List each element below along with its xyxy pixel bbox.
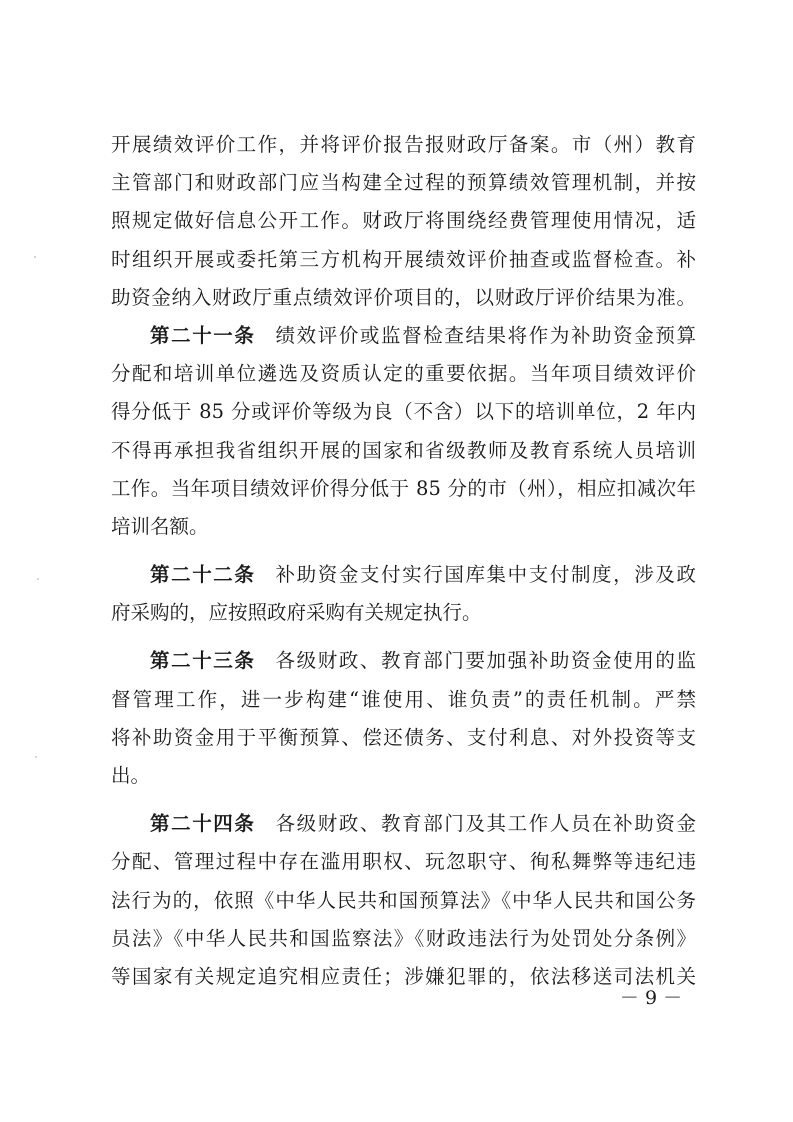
text-line: 府采购的，应按照政府采购有关规定执行。 (111, 601, 482, 625)
article-heading: 第二十二条 (150, 563, 256, 587)
article-21 (111, 317, 696, 546)
text-line: 法行为的，依照《中华人民共和国预算法》《中华人民共和国公务 (111, 888, 696, 912)
article-heading: 第二十一条 (150, 323, 256, 347)
text-line: 主管部门和财政部门应当构建全过程的预算绩效管理机制，并按 (111, 171, 696, 195)
article-23 (111, 642, 696, 795)
article-22 (111, 556, 696, 632)
text-line: 得分低于 85 分或评价等级为良（不含）以下的培训单位，2 年内 (111, 400, 696, 424)
text-line: 不得再承担我省组织开展的国家和省级教师及教育系统人员培训 (111, 438, 696, 462)
article-24 (111, 805, 696, 996)
text-line: 工作。当年项目绩效评价得分低于 85 分的市（州），相应扣减次年 (111, 476, 696, 500)
paragraph-gap (111, 795, 696, 805)
text-line: 督管理工作，进一步构建“谁使用、谁负责”的责任机制。严禁 (111, 687, 696, 711)
body-text (111, 126, 696, 996)
text-segment: 各级财政、教育部门及其工作人员在补助资金 (275, 812, 696, 836)
text-line: 将补助资金用于平衡预算、偿还债务、支付利息、对外投资等支 (111, 725, 696, 749)
scan-speck (37, 578, 39, 580)
scan-speck (35, 756, 37, 758)
text-line: 时组织开展或委托第三方机构开展绩效评价抽查或监督检查。补 (111, 247, 696, 271)
article-first-line (111, 556, 696, 594)
text-line: 开展绩效评价工作，并将评价报告报财政厅备案。市（州）教育 (111, 133, 696, 156)
text-line: 照规定做好信息公开工作。财政厅将围绕经费管理使用情况，适 (111, 209, 696, 233)
text-line: 分配和培训单位遴选及资质认定的重要依据。当年项目绩效评价 (111, 362, 696, 386)
scan-speck (34, 256, 36, 258)
text-line: 等国家有关规定追究相应责任；涉嫌犯罪的，依法移送司法机关 (111, 964, 696, 988)
text-line: 出。 (111, 764, 151, 787)
text-segment: 各级财政、教育部门要加强补助资金使用的监 (275, 649, 696, 673)
text-line: 员法》《中华人民共和国监察法》《财政违法行为处罚处分条例》 (111, 926, 696, 950)
paragraph-continuation (111, 126, 696, 317)
paragraph-gap (111, 632, 696, 642)
text-segment: 绩效评价或监督检查结果将作为补助资金预算 (275, 323, 696, 347)
article-heading: 第二十三条 (150, 649, 256, 673)
article-first-line (111, 317, 696, 355)
paragraph-gap (111, 546, 696, 556)
text-line: 培训名额。 (111, 514, 209, 538)
article-first-line (111, 805, 696, 843)
article-first-line (111, 642, 696, 680)
text-line: 助资金纳入财政厅重点绩效评价项目的，以财政厅评价结果为准。 (111, 285, 696, 309)
page-number: － 9 － (619, 987, 683, 1009)
text-segment: 补助资金支付实行国库集中支付制度，涉及政 (275, 563, 696, 587)
article-heading: 第二十四条 (150, 812, 256, 836)
text-line: 分配、管理过程中存在滥用职权、玩忽职守、徇私舞弊等违纪违 (111, 850, 696, 874)
